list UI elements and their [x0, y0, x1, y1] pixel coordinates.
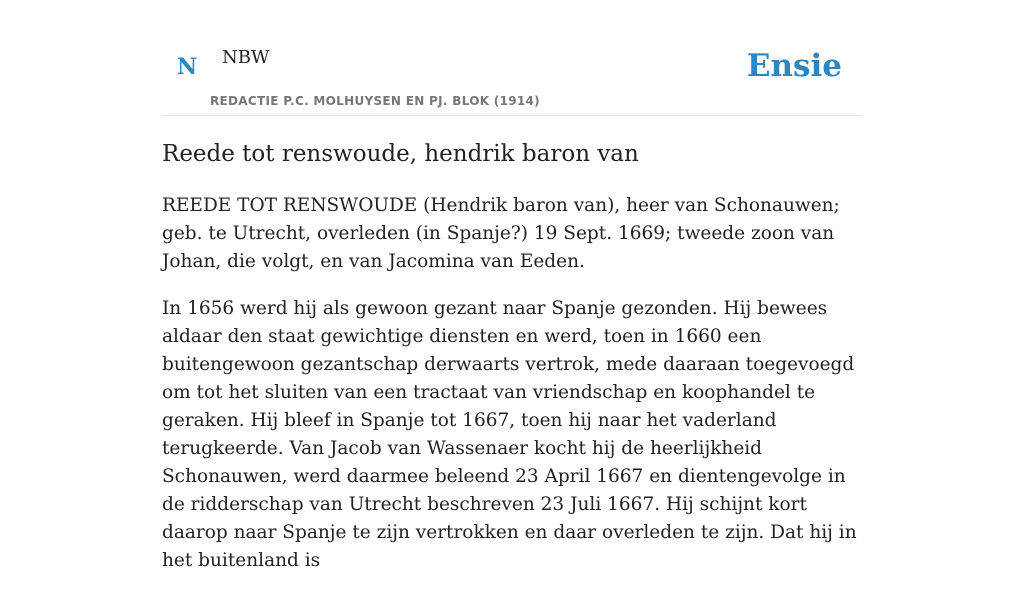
- article-title: Reede tot renswoude, hendrik baron van: [162, 141, 639, 167]
- brand-logo[interactable]: Ensie: [746, 48, 842, 84]
- article-body: [162, 192, 862, 594]
- article-paragraph: In 1656 werd hij als gewoon gezant naar Spanje gezonden. Hij bewees aldaar den staat gewichtige diensten en werd, toen in 1660 een buitengewoon gezantschap derwaarts vertrok, mede daaraan toegevoegd om tot het sluiten van een tractaat van vriendschap en koophandel te geraken. Hij bleef in Spanje tot 1667, toen hij naar het vaderland terugkeerde. Van Jacob van Wassenaer kocht hij de heerlijkheid Schonauwen, werd daarmee beleend 23 April 1667 en dientengevolge in de ridderschap van Utrecht beschreven 23 Juli 1667. Hij schijnt kort daarop naar Spanje te zijn vertrokken en daar overleden te zijn. Dat hij in het buitenland is: [162, 298, 857, 571]
- source-editors: REDACTIE P.C. MOLHUYSEN EN PJ. BLOK (1914): [210, 94, 540, 108]
- header: [162, 0, 862, 116]
- page: [162, 0, 862, 571]
- source-name[interactable]: NBW: [222, 47, 270, 68]
- source-logo[interactable]: N: [177, 54, 198, 80]
- article-paragraph: REEDE TOT RENSWOUDE (Hendrik baron van), heer van Schonauwen; geb. te Utrecht, overleden (in Spanje?) 19 Sept. 1669; tweede zoon van Johan, die volgt, en van Jacomina van Eeden.: [162, 195, 840, 272]
